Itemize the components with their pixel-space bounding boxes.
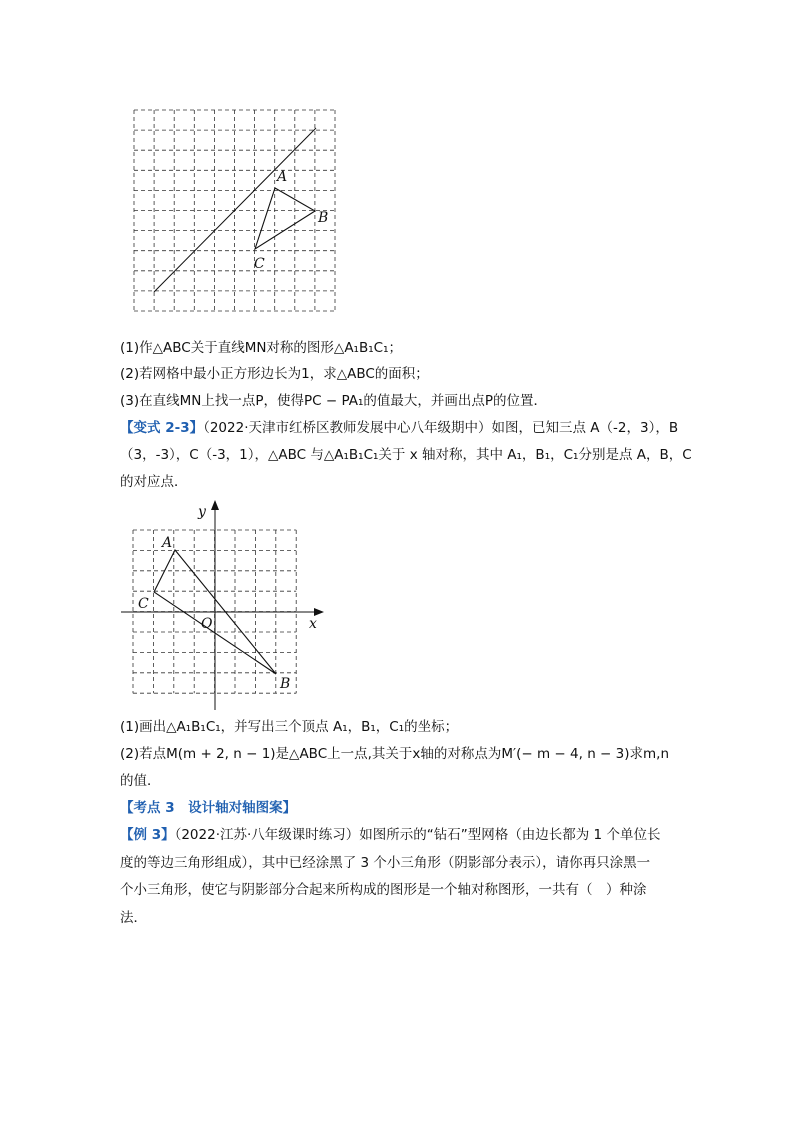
question-2-2-cont: 的值．: [120, 773, 161, 789]
label-origin: O: [201, 616, 213, 632]
label-b: B: [318, 210, 329, 226]
question-1-1: (1)作△ABC关于直线MN对称的图形△A₁B₁C₁；: [120, 340, 402, 356]
question-1-2: (2)若网格中最小正方形边长为1，求△ABC的面积；: [120, 366, 429, 382]
section-heading: 【考点 3 设计轴对轴图案】: [120, 800, 297, 816]
label-a-2: A: [162, 535, 173, 551]
triangle-abc: [255, 188, 315, 249]
variant-2-3-line1: [120, 418, 678, 438]
question-2-1: (1)画出△A₁B₁C₁，并写出三个顶点 A₁，B₁，C₁的坐标；: [120, 719, 459, 735]
example-3-line1: [120, 825, 660, 845]
example-3-line3: 个小三角形，使它与阴影部分合起来所构成的图形是一个轴对称图形，一共有（ ）种涂: [120, 882, 647, 898]
example-text-1: （2022·江苏·八年级课时练习）如图所示的“钻石”型网格（由边长都为 1 个单位长: [174, 827, 661, 843]
example-3-line4: 法．: [120, 910, 147, 926]
variant-2-3-line3: 的对应点．: [120, 474, 188, 490]
label-x-axis: x: [309, 616, 317, 632]
x-axis-arrow: [314, 608, 324, 616]
question-2-2: (2)若点M(m + 2, n − 1)是△ABC上一点,其关于x轴的对称点为M′(− m − 4, n − 3)求m,n: [120, 746, 670, 762]
label-b-2: B: [280, 676, 291, 692]
label-a: A: [277, 169, 288, 185]
label-c-2: C: [138, 596, 149, 612]
variant-text-1: （2022·天津市红桥区教师发展中心八年级期中）如图，已知三点 A（-2，3），B: [203, 420, 679, 436]
y-axis-arrow: [211, 500, 219, 510]
question-1-3: (3)在直线MN上找一点P，使得PC − PA₁的值最大，并画出点P的位置．: [120, 393, 548, 409]
figure-2-coordinate-grid: [118, 498, 330, 712]
variant-label: 【变式 2-3】: [120, 420, 204, 436]
label-y-axis: y: [198, 504, 206, 520]
label-c: C: [254, 256, 265, 272]
figure-1-grid: [128, 104, 343, 316]
variant-2-3-line2: （3，-3），C（-3，1），△ABC 与△A₁B₁C₁关于 x 轴对称，其中 A₁，B₁，C₁分别是点 A，B，C: [120, 447, 692, 463]
example-3-line2: 度的等边三角形组成），其中已经涂黑了 3 个小三角形（阴影部分表示），请你再只涂黑一: [120, 855, 651, 871]
example-label: 【例 3】: [120, 827, 175, 843]
line-mn: [154, 128, 316, 292]
